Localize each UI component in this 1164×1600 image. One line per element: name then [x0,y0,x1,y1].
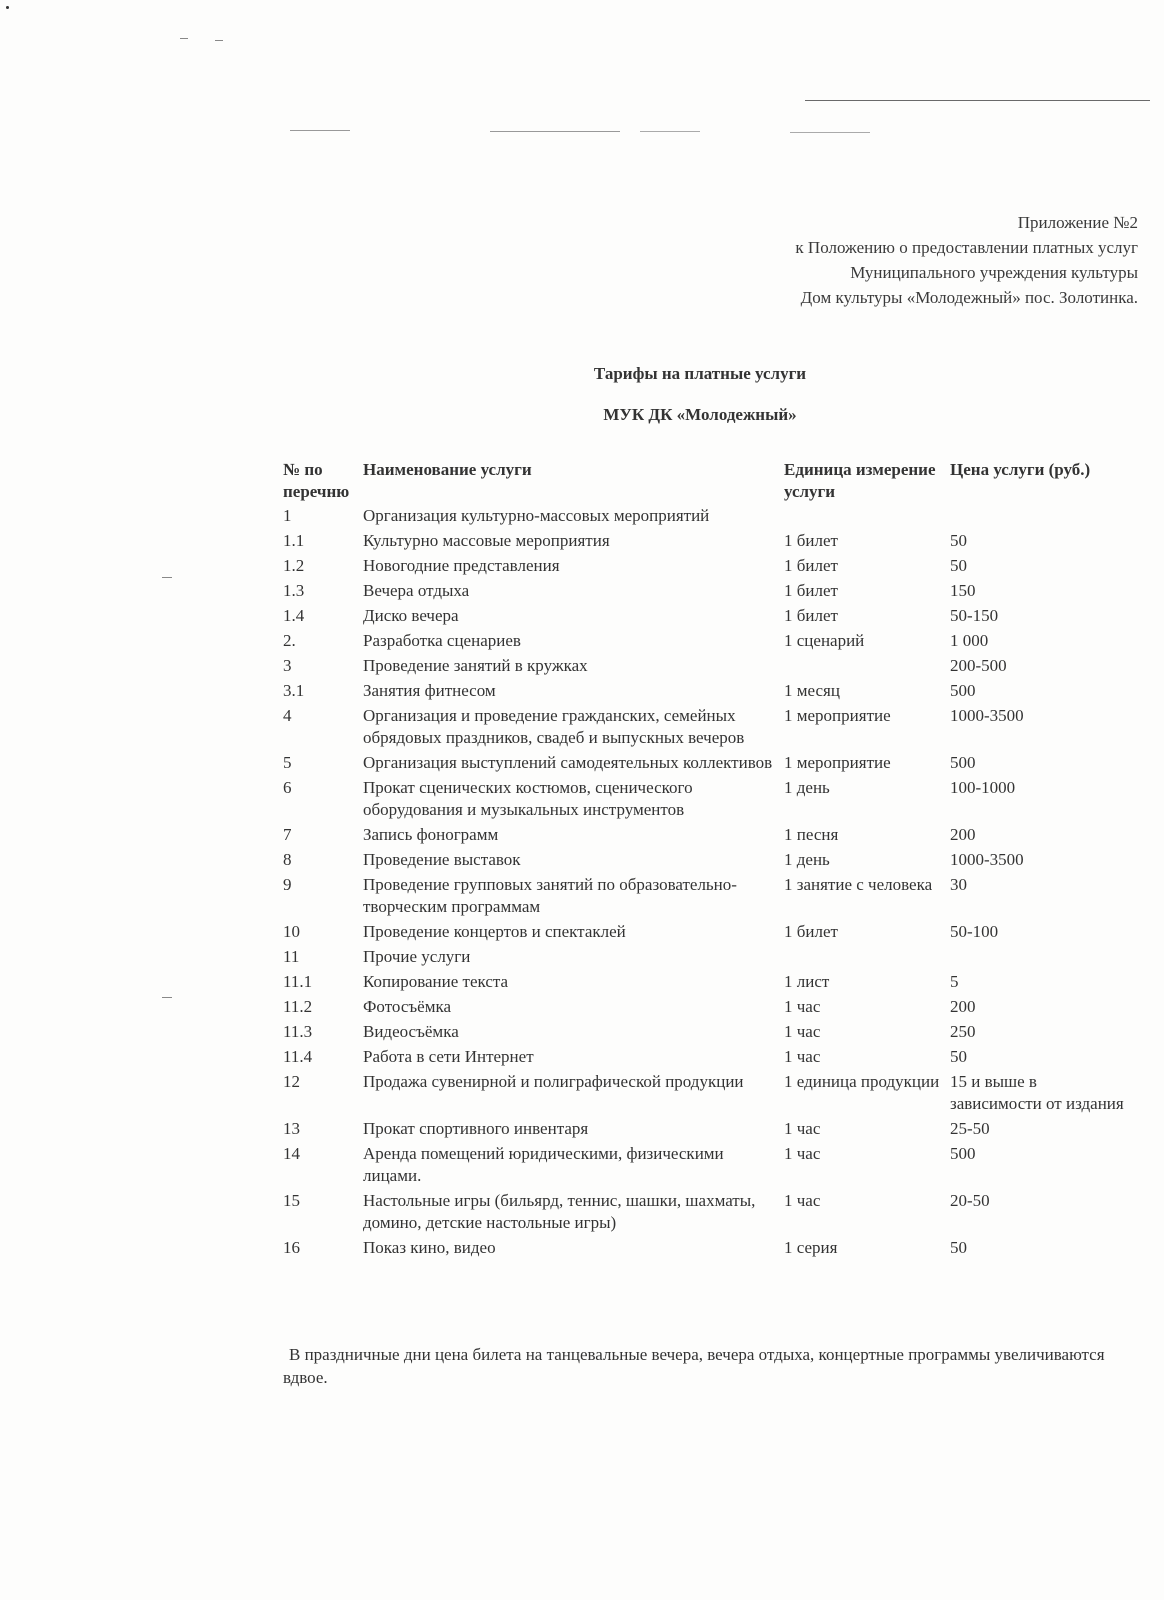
cell-num: 1.2 [283,556,305,575]
cell-name: Проведение групповых занятий по образовательно-творческим программам [363,875,737,916]
cell-unit: 1 час [784,1191,821,1210]
table-header-row [283,459,1125,505]
cell-unit: 1 билет [784,922,838,941]
cell-num: 1 [283,506,292,525]
table-row [283,1021,1125,1046]
cell-num: 6 [283,778,292,797]
cell-num: 3 [283,656,292,675]
cell-price: 20-50 [950,1191,990,1210]
cell-name: Разработка сценариев [363,631,521,650]
cell-price: 15 и выше в зависимости от издания [950,1072,1124,1113]
cell-num: 10 [283,922,300,941]
cell-unit: 1 билет [784,606,838,625]
table-row [283,849,1125,874]
cell-price: 1 000 [950,631,989,650]
cell-price [950,946,1125,971]
table-row [283,1046,1125,1071]
cell-price: 5 [950,972,959,991]
table-row [283,555,1125,580]
cell-num: 11.2 [283,997,313,1016]
scan-artifact-line [805,100,1150,101]
scan-artifact-line [215,40,223,41]
appendix-line-4: Дом культуры «Молодежный» пос. Золотинка. [800,288,1138,307]
cell-unit: 1 билет [784,556,838,575]
cell-unit: 1 день [784,778,830,797]
cell-name: Прокат сценических костюмов, сценического оборудования и музыкальных инструментов [363,778,693,819]
cell-name: Видеосъёмка [363,1022,459,1041]
table-row [283,971,1125,996]
appendix-header [795,210,1138,310]
cell-num: 2. [283,631,296,650]
table-row [283,946,1125,971]
scan-artifact-line [640,131,700,132]
table-row [283,874,1125,921]
cell-name: Диско вечера [363,606,459,625]
document-title: Тарифы на платные услуги [593,364,807,383]
cell-price: 50 [950,531,967,550]
cell-name: Работа в сети Интернет [363,1047,534,1066]
scan-artifact-line [180,38,188,39]
table-row [283,705,1125,752]
cell-unit [784,655,950,680]
cell-name: Проведение занятий в кружках [363,656,588,675]
table-row [283,580,1125,605]
cell-num: 9 [283,875,292,894]
cell-name: Запись фонограмм [363,825,499,844]
table-row [283,680,1125,705]
cell-unit: 1 лист [784,972,830,991]
cell-price: 200 [950,997,976,1016]
cell-num: 14 [283,1144,300,1163]
table-row [283,530,1125,555]
header-name: Наименование услуги [363,460,532,479]
cell-name: Прокат спортивного инвентаря [363,1119,589,1138]
cell-unit: 1 песня [784,825,839,844]
cell-num: 11.3 [283,1022,313,1041]
cell-price: 500 [950,1144,976,1163]
scan-artifact-line [162,577,172,578]
cell-name: Настольные игры (бильярд, теннис, шашки, шахматы, домино, детские настольные игры) [363,1191,756,1232]
cell-name: Копирование текста [363,972,509,991]
cell-name: Аренда помещений юридическими, физическими лицами. [363,1144,724,1185]
cell-unit: 1 сценарий [784,631,865,650]
cell-num: 13 [283,1119,300,1138]
cell-unit: 1 час [784,1022,821,1041]
cell-name: Организация и проведение гражданских, семейных обрядовых праздников, свадеб и выпускных вечеров [363,706,745,747]
cell-num: 4 [283,706,292,725]
cell-num: 1.1 [283,531,305,550]
cell-price: 500 [950,681,976,700]
cell-price: 50 [950,556,967,575]
cell-unit [784,946,950,971]
cell-unit: 1 единица продукции [784,1072,940,1091]
cell-price: 100-1000 [950,778,1016,797]
cell-price: 50-100 [950,922,999,941]
appendix-line-3: Муниципального учреждения культуры [850,263,1138,282]
cell-price [950,505,1125,530]
table-row [283,824,1125,849]
cell-name: Новогодние представления [363,556,560,575]
appendix-line-2: к Положению о предоставлении платных услуг [795,238,1138,257]
table-row [283,996,1125,1021]
cell-unit: 1 месяц [784,681,840,700]
appendix-line-1: Приложение №2 [1017,213,1138,232]
table-row [283,1071,1125,1118]
cell-num: 16 [283,1238,300,1257]
table-row [283,777,1125,824]
cell-unit: 1 мероприятие [784,753,891,772]
table-row [283,752,1125,777]
cell-price: 50 [950,1047,967,1066]
header-unit: Единица измерение услуги [784,460,936,501]
header-num: № по перечню [283,460,350,501]
table-row [283,505,1125,530]
cell-name: Организация культурно-массовых мероприятий [363,506,710,525]
cell-unit: 1 серия [784,1238,838,1257]
cell-name: Продажа сувенирной и полиграфической продукции [363,1072,744,1091]
cell-unit: 1 час [784,1047,821,1066]
cell-num: 15 [283,1191,300,1210]
table-row [283,921,1125,946]
cell-price: 500 [950,753,976,772]
table-row [283,1118,1125,1143]
cell-name: Прочие услуги [363,947,471,966]
cell-name: Организация выступлений самодеятельных коллективов [363,753,773,772]
table-row [283,630,1125,655]
header-price: Цена услуги (руб.) [950,460,1091,479]
cell-name: Занятия фитнесом [363,681,496,700]
cell-num: 12 [283,1072,300,1091]
cell-name: Проведение концертов и спектаклей [363,922,626,941]
cell-price: 200-500 [950,656,1007,675]
cell-price: 150 [950,581,976,600]
scan-artifact-line [162,997,172,998]
scan-artifact-speck [6,6,9,9]
cell-price: 1000-3500 [950,850,1024,869]
cell-num: 1.3 [283,581,305,600]
cell-num: 1.4 [283,606,305,625]
cell-num: 11.4 [283,1047,313,1066]
table-row [283,1143,1125,1190]
cell-unit: 1 час [784,1119,821,1138]
cell-unit [784,505,950,530]
table-row [283,1237,1125,1262]
cell-num: 11 [283,947,300,966]
document-subtitle: МУК ДК «Молодежный» [603,405,797,424]
cell-price: 50-150 [950,606,999,625]
cell-price: 25-50 [950,1119,990,1138]
cell-num: 3.1 [283,681,305,700]
cell-unit: 1 час [784,997,821,1016]
cell-num: 5 [283,753,292,772]
cell-price: 250 [950,1022,976,1041]
cell-name: Показ кино, видео [363,1238,496,1257]
cell-unit: 1 билет [784,581,838,600]
cell-name: Культурно массовые мероприятия [363,531,610,550]
cell-num: 11.1 [283,972,313,991]
cell-unit: 1 мероприятие [784,706,891,725]
cell-price: 1000-3500 [950,706,1024,725]
tariffs-table [283,459,1125,1262]
cell-name: Проведение выставок [363,850,521,869]
scan-artifact-line [290,130,350,131]
table-row [283,655,1125,680]
cell-unit: 1 день [784,850,830,869]
cell-name: Фотосъёмка [363,997,452,1016]
footnote: В праздничные дни цена билета на танцевальные вечера, вечера отдыха, концертные программы увеличиваются вдвое. [283,1345,1105,1387]
cell-unit: 1 час [784,1144,821,1163]
cell-num: 7 [283,825,292,844]
cell-price: 30 [950,875,967,894]
scan-artifact-line [790,132,870,133]
cell-unit: 1 занятие с человека [784,875,933,894]
cell-num: 8 [283,850,292,869]
table-row [283,1190,1125,1237]
cell-name: Вечера отдыха [363,581,470,600]
scan-artifact-line [490,131,620,132]
cell-price: 50 [950,1238,967,1257]
cell-price: 200 [950,825,976,844]
table-row [283,605,1125,630]
cell-unit: 1 билет [784,531,838,550]
